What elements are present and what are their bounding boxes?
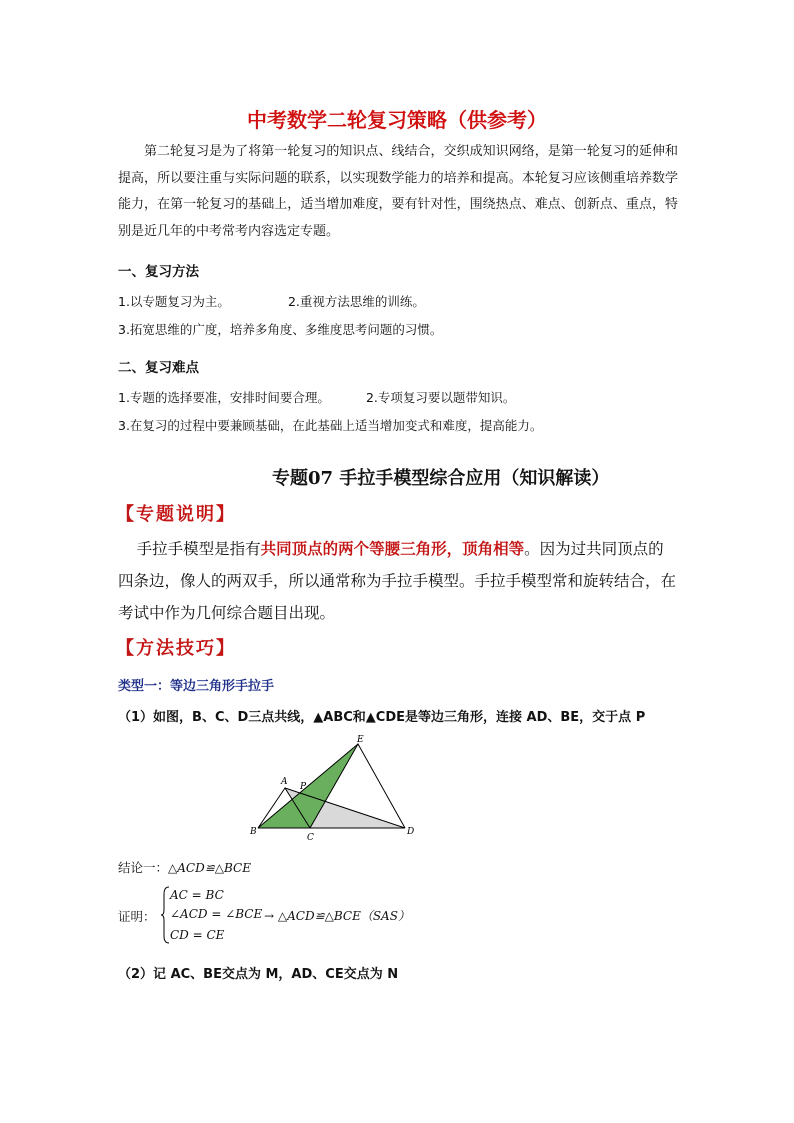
hand-in-hand-figure — [250, 734, 425, 844]
proof-line-2: ∠ACD = ∠BCE — [170, 907, 263, 921]
proof-line-1: AC = BC — [170, 888, 224, 902]
intro-paragraph: 第二轮复习是为了将第一轮复习的知识点、线结合，交织成知识网络，是第一轮复习的延伸和提高，所以要注重与实际问题的联系，以实现数学能力的培养和提高。本轮复习应该侧重培养数学能力，在第一轮复习的基础上，适当增加难度，要有针对性，围绕热点、难点、创新点、重点，特别是近几年的中考常考内容选定专题。 — [118, 144, 678, 239]
methods-item-1: 1.以专题复习为主。 — [118, 294, 230, 309]
explain-pre: 手拉手模型是指有 — [136, 540, 261, 558]
page-title: 中考数学二轮复习策略（供参考） — [247, 108, 547, 132]
label-d: D — [407, 827, 415, 837]
label-e: E — [357, 735, 364, 745]
method-label: 【方法技巧】 — [116, 638, 236, 659]
topic-title: 专题07 手拉手模型综合应用（知识解读） — [272, 468, 610, 489]
label-a: A — [281, 777, 288, 787]
conclusion-one — [118, 858, 251, 876]
proof-line-3: CD = CE — [170, 928, 225, 942]
label-p: P — [300, 782, 307, 792]
difficulties-item-2: 2.专项复习要以题带知识。 — [365, 390, 516, 405]
conclusion-math: △ACD≌△BCE — [168, 861, 251, 875]
label-b: B — [250, 827, 257, 837]
proof-brace — [160, 886, 170, 944]
explain-paragraph — [118, 533, 678, 629]
section-heading-methods: 一、复习方法 — [118, 264, 199, 280]
type-one-heading: 类型一：等边三角形手拉手 — [118, 679, 275, 694]
section-heading-difficulties: 二、复习难点 — [118, 360, 199, 376]
explain-highlight: 共同顶点的两个等腰三角形，顶角相等 — [260, 539, 525, 558]
difficulties-line-1 — [118, 388, 515, 406]
proof-result: → △ACD≌△BCE（SAS） — [264, 909, 410, 923]
methods-item-3: 3.拓宽思维的广度，培养多角度、多维度思考问题的习惯。 — [118, 322, 443, 337]
explain-label: 【专题说明】 — [116, 504, 236, 525]
conclusion-label: 结论一： — [118, 860, 169, 875]
proof-label: 证明： — [118, 909, 156, 924]
methods-line-1 — [118, 292, 425, 310]
methods-item-2: 2.重视方法思维的训练。 — [287, 294, 425, 309]
explain-post: 。因为过共同顶点的四条边，像人的两双手，所以通常称为手拉手模型。手拉手模型常和旋转结合，在考试中作为几何综合题目出现。 — [118, 540, 677, 622]
difficulties-item-3: 3.在复习的过程中要兼顾基础，在此基础上适当增加变式和难度，提高能力。 — [118, 418, 543, 433]
label-c: C — [307, 833, 314, 843]
question-2: （2）记 AC、BE交点为 M，AD、CE交点为 N — [118, 967, 399, 982]
difficulties-item-1: 1.专题的选择要准，安排时间要合理。 — [118, 390, 330, 405]
question-1: （1）如图，B、C、D三点共线，▲ABC和▲CDE是等边三角形，连接 AD、BE，交于点 P — [118, 710, 646, 725]
